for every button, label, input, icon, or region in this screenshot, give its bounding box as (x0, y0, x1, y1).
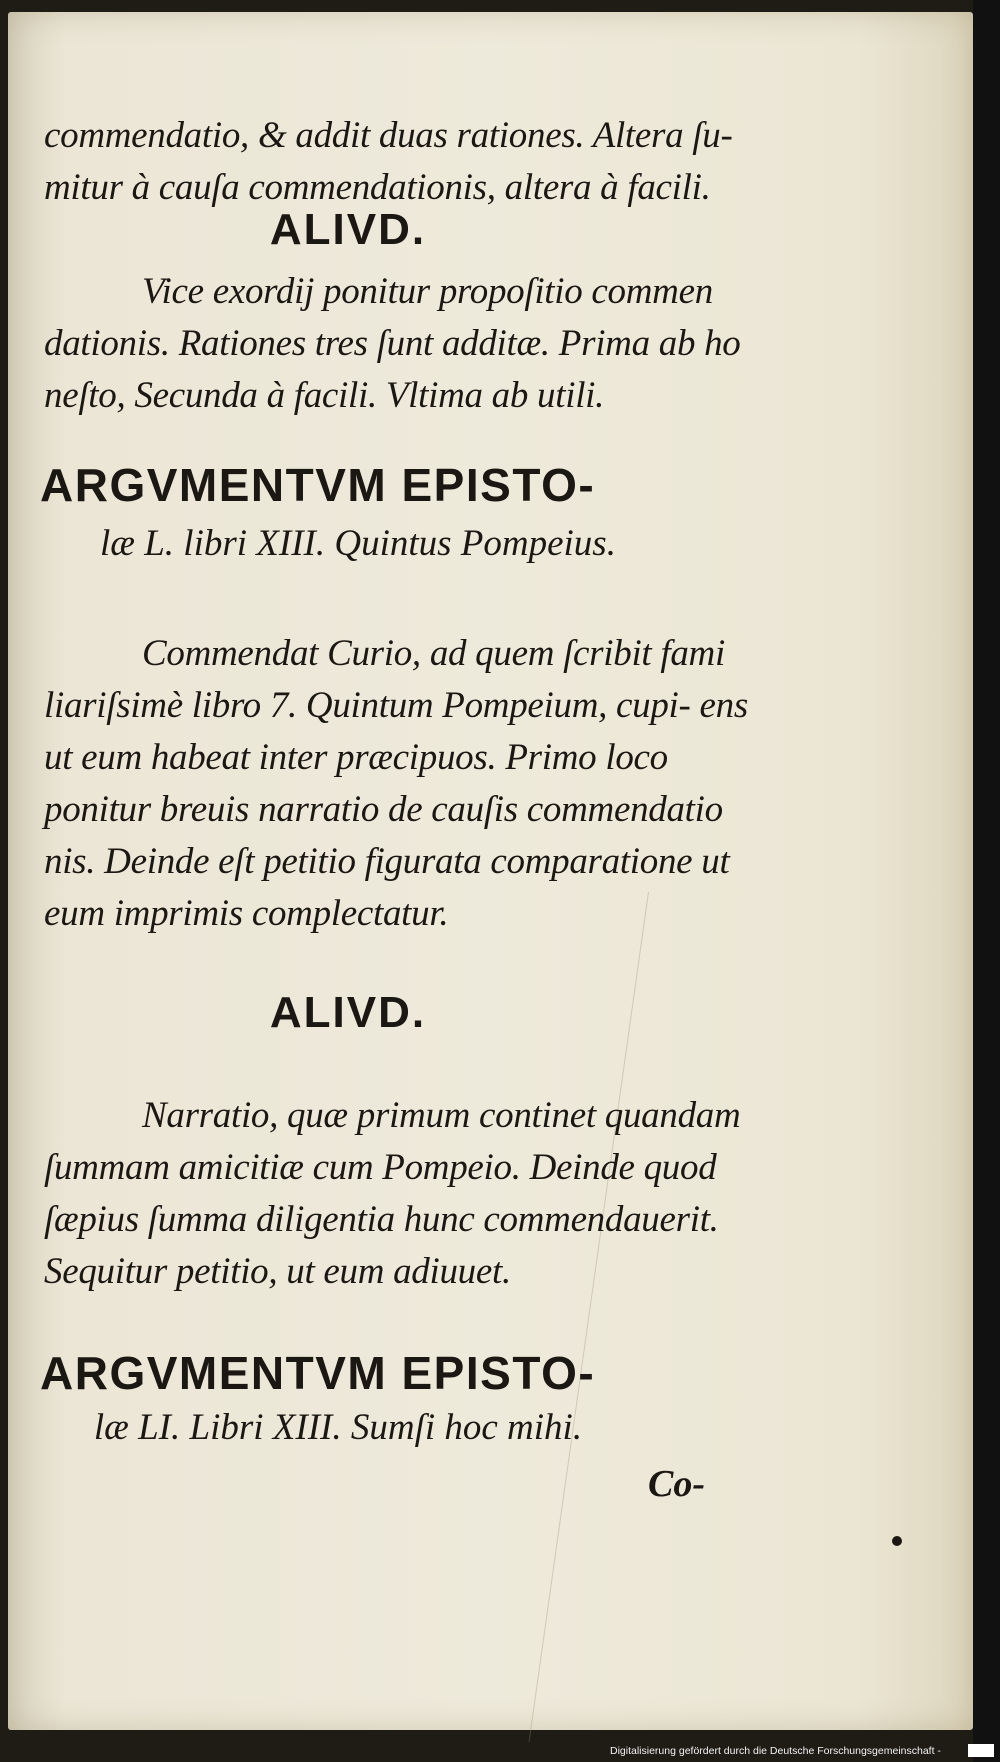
heading-argumentum-li: ARGVMENTVM EPISTO- (40, 1347, 596, 1399)
subheading-argumentum-li: læ LI. Libri XIII. Sumſi hoc mihi. (93, 1407, 583, 1448)
paragraph-continuation: commendatio, & addit duas rationes. Altera ſu- mitur à cauſa commendationis, altera à facili. (44, 115, 733, 208)
catchword: Co- (648, 1463, 705, 1505)
paragraph-aliud-2: Narratio, quæ primum continet quandam ſummam amicitiæ cum Pompeio. Deinde quod ſæpius ſumma diligentia hunc commendauerit. Sequitur petitio, ut eum adiuuet. (44, 1095, 741, 1292)
ink-dot (892, 1536, 902, 1546)
heading-argumentum-l: ARGVMENTVM EPISTO- (40, 459, 596, 511)
digitization-credit: Digitalisierung gefördert durch die Deutsche Forschungsgemeinschaft - (610, 1745, 941, 1757)
paragraph-argumentum-l: Commendat Curio, ad quem ſcribit fami liariſsimè libro 7. Quintum Pompeium, cupi- ens ut eum habeat inter præcipuos. Primo loco ponitur breuis narratio de cauſis commendatio nis. Deinde eſt petitio figurata comparatione ut eum imprimis complectatur. (44, 633, 748, 934)
dfg-logo (968, 1744, 994, 1757)
paragraph-aliud-1: Vice exordij ponitur propoſitio commen dationis. Rationes tres ſunt additæ. Prima ab ho neſto, Secunda à facili. Vltima ab utili. (44, 271, 741, 416)
scan-edge (973, 0, 1000, 1762)
heading-aliud-1: ALIVD. (269, 205, 427, 254)
subheading-argumentum-l: læ L. libri XIII. Quintus Pompeius. (100, 523, 616, 564)
heading-aliud-2: ALIVD. (269, 988, 427, 1037)
